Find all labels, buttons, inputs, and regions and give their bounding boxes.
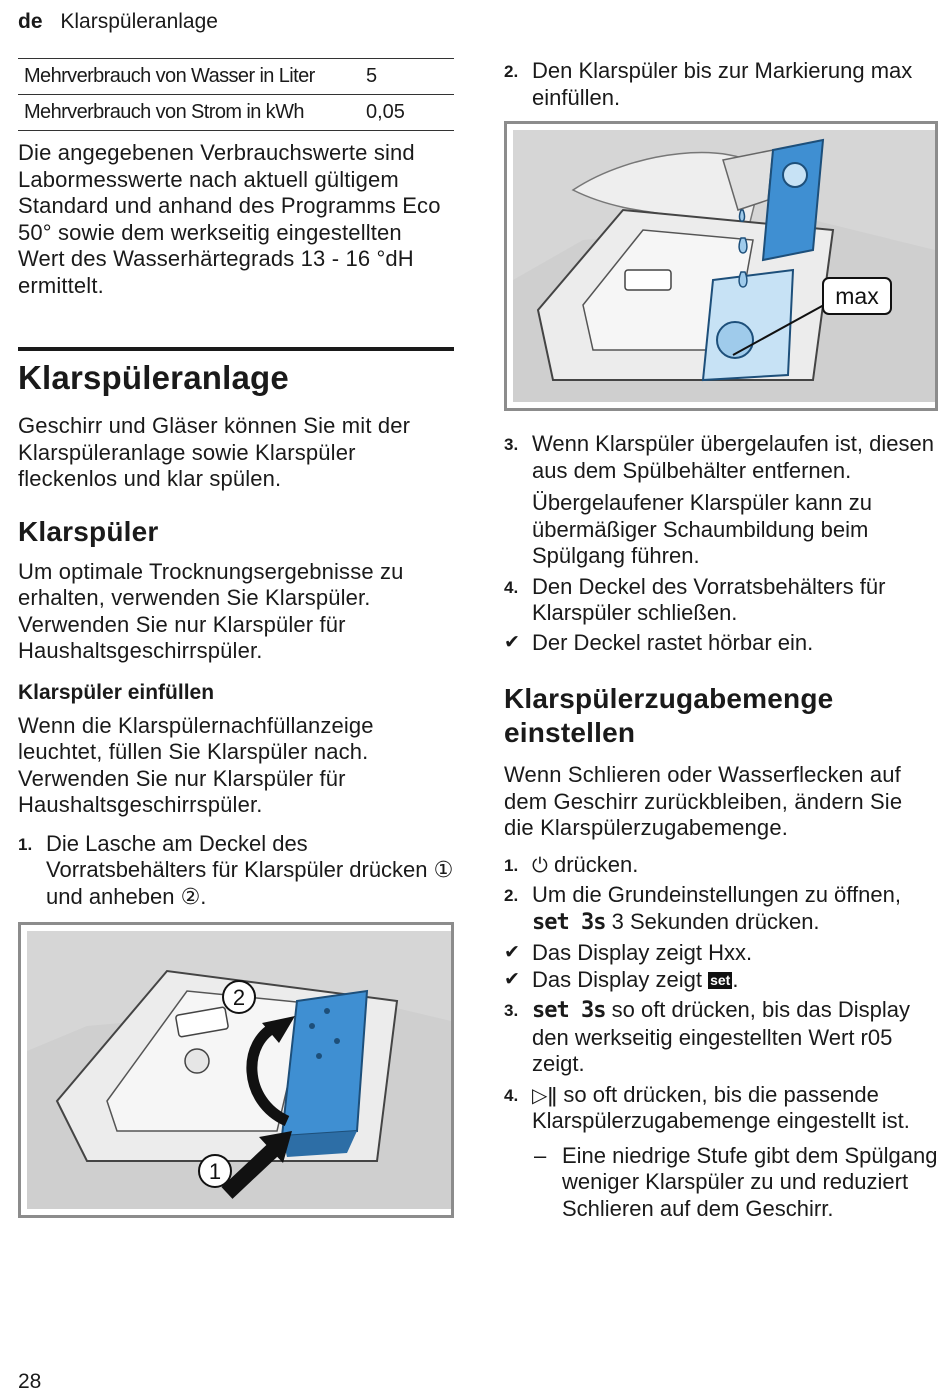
list-item bbox=[504, 852, 938, 879]
step-text: so oft drücken, bis die passende Klarspülerzugabemenge eingestellt ist. bbox=[532, 1081, 910, 1133]
callout-1-label: 1 bbox=[208, 1159, 222, 1184]
dash-bullet: – bbox=[534, 1142, 547, 1168]
step-text: so oft drücken, bis das Display den werkseitig eingestellten Wert r05 zeigt. bbox=[532, 997, 910, 1076]
table-cell-label: Mehrverbrauch von Wasser in Liter bbox=[18, 59, 358, 95]
fill-para: Verwenden Sie nur Klarspüler für Haushaltsgeschirrspüler. bbox=[18, 765, 346, 817]
result-text: Das Display zeigt bbox=[532, 966, 702, 992]
result-text: . bbox=[732, 966, 739, 992]
figure-open-lid bbox=[18, 922, 454, 1218]
right-column bbox=[504, 58, 938, 1222]
step-text: 3 Sekunden drücken. bbox=[611, 908, 820, 934]
list-item bbox=[504, 1082, 938, 1135]
page-number: 28 bbox=[18, 1370, 42, 1392]
table-cell-value: 0,05 bbox=[358, 95, 454, 131]
callout-2-label: 2 bbox=[232, 985, 246, 1010]
check-icon: ✔ bbox=[504, 968, 520, 990]
language-code: de bbox=[18, 10, 43, 33]
list-item bbox=[18, 831, 454, 911]
header-title: Klarspüleranlage bbox=[60, 10, 218, 33]
left-column bbox=[18, 58, 454, 1218]
rinse-aid-para: Um optimale Trocknungsergebnisse zu erhalten, verwenden Sie Klarspüler. bbox=[18, 558, 404, 610]
section-title: Klarspüleranlage bbox=[18, 359, 289, 396]
dosage-heading: Klarspülerzugabemenge einstellen bbox=[504, 683, 834, 748]
fill-steps-left bbox=[18, 831, 454, 911]
list-item bbox=[532, 1143, 938, 1223]
step-number: 1. bbox=[504, 855, 519, 875]
step-number: 2. bbox=[504, 886, 519, 905]
table-cell-value: 5 bbox=[358, 59, 454, 95]
section-intro: Geschirr und Gläser können Sie mit der Klarspüleranlage sowie Klarspüler fleckenlos und klar spülen. bbox=[18, 413, 411, 491]
step-text: drücken. bbox=[553, 851, 639, 877]
fill-steps-right bbox=[504, 58, 938, 111]
step-number: 1. bbox=[18, 834, 33, 854]
step-text: Wenn Klarspüler übergelaufen ist, diesen aus dem Spülbehälter entfernen. bbox=[532, 431, 934, 483]
result-text: Der Deckel rastet hörbar ein. bbox=[532, 629, 814, 655]
fill-para: Wenn die Klarspülernachfüllanzeige leuchtet, füllen Sie Klarspüler nach. bbox=[18, 712, 374, 764]
play-pause-icon: ▷ǁ bbox=[532, 1082, 558, 1107]
power-icon: ⏻ bbox=[532, 852, 548, 877]
list-item bbox=[504, 940, 938, 967]
fill-heading: Klarspüler einfüllen bbox=[18, 680, 215, 704]
step-text: Den Klarspüler bis zur Markierung max einfüllen. bbox=[532, 58, 913, 110]
dosage-steps bbox=[504, 852, 938, 937]
list-item bbox=[504, 490, 938, 570]
step-number: 3. bbox=[504, 435, 519, 454]
step-text: Um die Grundeinstellungen zu öffnen, bbox=[532, 882, 901, 907]
list-item bbox=[504, 431, 938, 484]
fill-steps-right-cont bbox=[504, 431, 938, 627]
consumption-note: Die angegebenen Verbrauchswerte sind Labormesswerte nach aktuell gültigem Standard und anhand des Programms Eco 50° sowie dem werkseitig eingestellten Wert des Wasserhärtegrads 13 - 16 °dH ermittelt. bbox=[18, 140, 441, 298]
step-number: 4. bbox=[504, 577, 519, 597]
table-row bbox=[18, 59, 454, 95]
set-3s-key: set 3s bbox=[532, 909, 606, 935]
check-icon: ✔ bbox=[504, 631, 520, 653]
step-number: 4. bbox=[504, 1085, 519, 1105]
set-display-badge: set bbox=[710, 971, 731, 988]
list-item bbox=[504, 574, 938, 627]
list-item bbox=[504, 882, 938, 936]
table-row bbox=[18, 95, 454, 131]
dosage-steps-cont bbox=[504, 997, 938, 1135]
page-header bbox=[18, 10, 218, 34]
dosage-intro: Wenn Schlieren oder Wasserflecken auf dem Geschirr zurückbleiben, ändern Sie die Klarspülerzugabemenge. bbox=[504, 762, 903, 840]
step-number: 3. bbox=[504, 1001, 519, 1020]
set-3s-key: set 3s bbox=[532, 998, 606, 1023]
fill-results bbox=[504, 630, 938, 657]
rinse-aid-heading: Klarspüler bbox=[18, 515, 159, 547]
step-text: Die Lasche am Deckel des Vorratsbehälters für Klarspüler drücken ① und anheben ②. bbox=[46, 830, 454, 909]
step-text: Den Deckel des Vorratsbehälters für Klarspüler schließen. bbox=[532, 573, 886, 625]
step-note: Übergelaufener Klarspüler kann zu übermäßiger Schaumbildung beim Spülgang führen. bbox=[532, 490, 872, 568]
step-number: 2. bbox=[504, 62, 519, 81]
sub-item-text: Eine niedrige Stufe gibt dem Spülgang weniger Klarspüler zu und reduziert Schlieren auf dem Geschirr. bbox=[562, 1142, 938, 1221]
check-icon: ✔ bbox=[504, 942, 520, 963]
list-item bbox=[504, 58, 938, 111]
table-cell-label: Mehrverbrauch von Strom in kWh bbox=[18, 95, 358, 131]
list-item bbox=[504, 997, 938, 1078]
consumption-table bbox=[18, 58, 454, 131]
figure-fill-max bbox=[504, 121, 938, 411]
result-text: Das Display zeigt Hxx. bbox=[532, 940, 753, 965]
open-lid-illustration bbox=[27, 931, 451, 1209]
list-item bbox=[504, 967, 938, 994]
section-rule bbox=[18, 347, 454, 351]
list-item bbox=[504, 630, 938, 657]
rinse-aid-para: Verwenden Sie nur Klarspüler für Haushaltsgeschirrspüler. bbox=[18, 611, 346, 663]
dosage-results bbox=[504, 940, 938, 993]
max-callout-label: max bbox=[835, 283, 879, 309]
fill-max-illustration bbox=[513, 130, 935, 402]
